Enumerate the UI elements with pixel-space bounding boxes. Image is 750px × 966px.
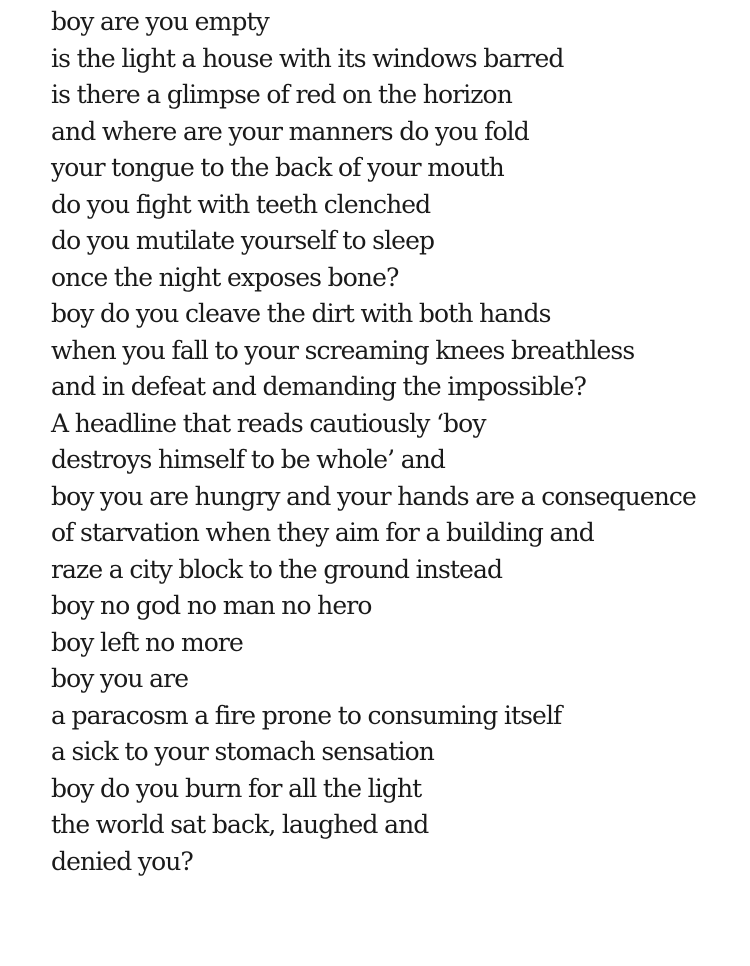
poem-line: boy you are hungry and your hands are a consequence xyxy=(51,481,696,511)
poem-line: raze a city block to the ground instead xyxy=(51,554,503,584)
poem-line: boy no god no man no hero xyxy=(51,591,372,620)
poem-line: boy left no more xyxy=(51,627,243,657)
poem-line: a paracosm a fire prone to consuming itself xyxy=(51,700,562,730)
poem-line: your tongue to the back of your mouth xyxy=(51,153,504,182)
poem-line: is there a glimpse of red on the horizon xyxy=(51,80,512,109)
poem-line: a sick to your stomach sensation xyxy=(51,737,434,766)
poem-text xyxy=(51,4,696,880)
poem-line: boy you are xyxy=(51,664,189,693)
poem-line: once the night exposes bone? xyxy=(51,262,399,292)
poem-line: and in defeat and demanding the impossible? xyxy=(51,372,587,401)
poem-line: destroys himself to be whole’ and xyxy=(51,445,446,474)
poem-line: denied you? xyxy=(51,846,193,876)
poem-line: do you mutilate yourself to sleep xyxy=(51,226,435,255)
poem-line: is the light a house with its windows barred xyxy=(51,43,564,73)
poem-line: do you fight with teeth clenched xyxy=(51,189,431,219)
poem-line: and where are your manners do you fold xyxy=(51,116,529,146)
poem-line: boy do you burn for all the light xyxy=(51,773,422,803)
poem-line: A headline that reads cautiously ‘boy xyxy=(51,408,486,438)
poem-line: of starvation when they aim for a building and xyxy=(51,518,594,547)
poem-line: the world sat back, laughed and xyxy=(51,810,429,839)
poem-line: boy do you cleave the dirt with both hands xyxy=(51,299,551,328)
poem-line: when you fall to your screaming knees breathless xyxy=(51,335,635,365)
poem-line: boy are you empty xyxy=(51,7,269,36)
